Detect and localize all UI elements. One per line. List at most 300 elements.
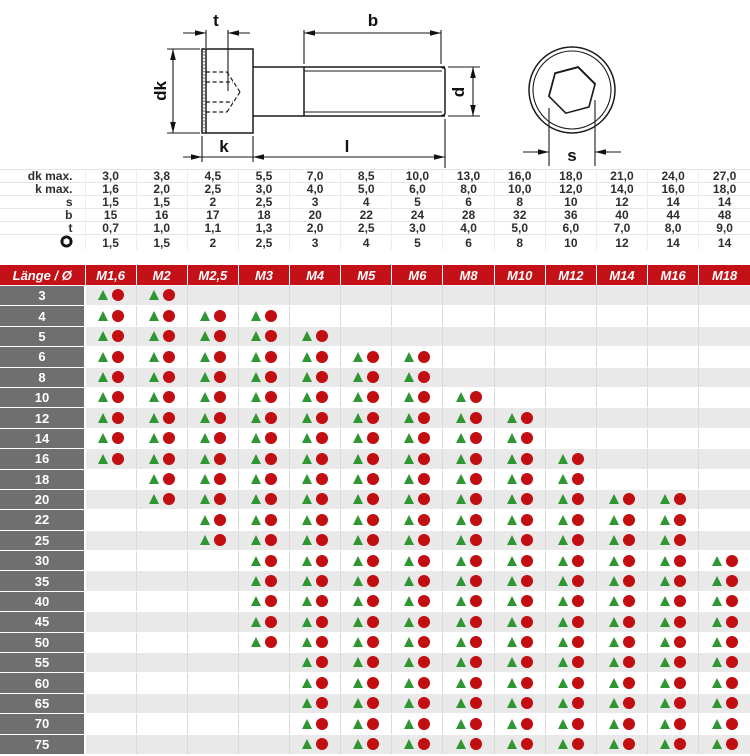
triangle-marker — [149, 372, 159, 382]
triangle-marker — [660, 535, 670, 545]
matrix-cell — [187, 449, 238, 469]
triangle-marker — [456, 698, 466, 708]
matrix-cell — [596, 571, 647, 591]
matrix-cell — [545, 612, 596, 632]
triangle-marker — [302, 352, 312, 362]
circle-marker — [572, 514, 584, 526]
dimension-value: 10 — [545, 235, 596, 251]
circle-marker — [726, 555, 738, 567]
matrix-cell — [341, 571, 392, 591]
circle-marker — [674, 555, 686, 567]
triangle-marker — [712, 739, 722, 749]
matrix-cell — [443, 734, 494, 754]
matrix-cell — [238, 530, 289, 550]
circle-marker — [214, 514, 226, 526]
matrix-cell — [238, 714, 289, 734]
circle-marker — [418, 432, 430, 444]
triangle-marker — [353, 454, 363, 464]
triangle-marker — [302, 657, 312, 667]
matrix-cell — [392, 489, 443, 509]
matrix-cell — [392, 428, 443, 448]
matrix-cell — [238, 571, 289, 591]
matrix-cell — [136, 306, 187, 326]
dimension-value: 6,0 — [545, 222, 596, 235]
dimension-value: 2,0 — [136, 183, 187, 196]
triangle-marker — [200, 372, 210, 382]
triangle-marker — [404, 352, 414, 362]
circle-marker — [316, 371, 328, 383]
matrix-cell — [85, 693, 136, 713]
matrix-cell — [648, 673, 699, 693]
triangle-marker — [251, 474, 261, 484]
triangle-marker — [251, 413, 261, 423]
circle-marker — [521, 473, 533, 485]
matrix-cell — [596, 449, 647, 469]
triangle-marker — [149, 311, 159, 321]
dimension-value: 6 — [443, 235, 494, 251]
triangle-marker — [558, 739, 568, 749]
triangle-marker — [609, 494, 619, 504]
dimension-value: 1,0 — [136, 222, 187, 235]
matrix-cell — [136, 673, 187, 693]
matrix-cell — [392, 449, 443, 469]
length-label: 35 — [0, 571, 85, 591]
triangle-marker — [302, 535, 312, 545]
circle-marker — [470, 636, 482, 648]
matrix-cell — [494, 673, 545, 693]
hex-socket-key-icon — [60, 235, 73, 248]
circle-marker — [572, 493, 584, 505]
triangle-marker — [660, 719, 670, 729]
matrix-cell — [494, 591, 545, 611]
matrix-cell — [545, 469, 596, 489]
triangle-marker — [404, 576, 414, 586]
triangle-marker — [404, 413, 414, 423]
triangle-marker — [149, 290, 159, 300]
circle-marker — [112, 453, 124, 465]
matrix-row-40 — [0, 591, 750, 611]
matrix-cell — [545, 734, 596, 754]
circle-marker — [470, 595, 482, 607]
triangle-marker — [660, 596, 670, 606]
circle-marker — [163, 371, 175, 383]
triangle-marker — [456, 392, 466, 402]
matrix-cell — [85, 367, 136, 387]
circle-marker — [316, 493, 328, 505]
triangle-marker — [302, 678, 312, 688]
matrix-cell — [596, 367, 647, 387]
circle-marker — [316, 351, 328, 363]
column-header-M8: M8 — [443, 265, 494, 286]
length-label: 4 — [0, 306, 85, 326]
dimension-value: 1,5 — [136, 235, 187, 251]
matrix-cell — [187, 367, 238, 387]
matrix-cell — [290, 734, 341, 754]
circle-marker — [674, 493, 686, 505]
dimension-value: 1,5 — [85, 196, 136, 209]
triangle-marker — [507, 535, 517, 545]
triangle-marker — [251, 454, 261, 464]
circle-marker — [470, 391, 482, 403]
matrix-cell — [699, 286, 750, 306]
circle-marker — [521, 616, 533, 628]
dimension-value: 2,5 — [187, 183, 238, 196]
matrix-row-70 — [0, 714, 750, 734]
triangle-marker — [609, 637, 619, 647]
matrix-cell — [341, 693, 392, 713]
matrix-row-10 — [0, 387, 750, 407]
matrix-cell — [187, 571, 238, 591]
triangle-marker — [558, 698, 568, 708]
triangle-marker — [558, 657, 568, 667]
dimension-value: 12,0 — [545, 183, 596, 196]
matrix-cell — [648, 551, 699, 571]
circle-marker — [418, 677, 430, 689]
matrix-cell — [596, 510, 647, 530]
circle-marker — [623, 697, 635, 709]
circle-marker — [572, 534, 584, 546]
matrix-cell — [187, 286, 238, 306]
matrix-cell — [85, 530, 136, 550]
matrix-row-3 — [0, 286, 750, 306]
matrix-row-30 — [0, 551, 750, 571]
dimension-value: 1,1 — [187, 222, 238, 235]
matrix-cell — [494, 489, 545, 509]
triangle-marker — [456, 454, 466, 464]
matrix-cell — [341, 673, 392, 693]
dimension-value: 22 — [341, 209, 392, 222]
length-label: 25 — [0, 530, 85, 550]
triangle-marker — [302, 474, 312, 484]
circle-marker — [521, 636, 533, 648]
matrix-cell — [443, 326, 494, 346]
matrix-cell — [238, 347, 289, 367]
length-label: 5 — [0, 326, 85, 346]
circle-marker — [674, 697, 686, 709]
dimension-value: 36 — [545, 209, 596, 222]
matrix-cell — [341, 734, 392, 754]
triangle-marker — [302, 556, 312, 566]
triangle-marker — [251, 535, 261, 545]
matrix-row-20 — [0, 489, 750, 509]
dimension-row — [0, 209, 750, 222]
circle-marker — [316, 616, 328, 628]
length-label: 12 — [0, 408, 85, 428]
circle-marker — [163, 351, 175, 363]
triangle-marker — [507, 657, 517, 667]
triangle-marker — [302, 617, 312, 627]
circle-marker — [572, 656, 584, 668]
triangle-marker — [609, 556, 619, 566]
circle-marker — [163, 432, 175, 444]
dimension-row — [0, 222, 750, 235]
dimension-value: 14 — [699, 196, 750, 209]
circle-marker — [623, 555, 635, 567]
triangle-marker — [507, 719, 517, 729]
triangle-marker — [507, 739, 517, 749]
dimension-value: 10,0 — [392, 170, 443, 183]
dimension-value: 3,0 — [238, 183, 289, 196]
dimension-row — [0, 183, 750, 196]
matrix-cell — [648, 530, 699, 550]
triangle-marker — [507, 494, 517, 504]
matrix-cell — [545, 693, 596, 713]
triangle-marker — [558, 515, 568, 525]
circle-marker — [265, 310, 277, 322]
matrix-cell — [699, 693, 750, 713]
matrix-cell — [392, 714, 443, 734]
circle-marker — [367, 677, 379, 689]
circle-marker — [521, 432, 533, 444]
circle-marker — [163, 453, 175, 465]
circle-marker — [726, 738, 738, 750]
circle-marker — [265, 493, 277, 505]
circle-marker — [470, 473, 482, 485]
matrix-cell — [341, 367, 392, 387]
matrix-cell — [699, 551, 750, 571]
matrix-cell — [596, 551, 647, 571]
triangle-marker — [660, 515, 670, 525]
circle-marker — [674, 616, 686, 628]
dimension-value: 20 — [290, 209, 341, 222]
triangle-marker — [712, 637, 722, 647]
circle-marker — [623, 575, 635, 587]
matrix-cell — [443, 612, 494, 632]
circle-marker — [470, 453, 482, 465]
matrix-cell — [187, 734, 238, 754]
matrix-cell — [290, 551, 341, 571]
matrix-cell — [443, 632, 494, 652]
label-dk: dk — [151, 81, 170, 101]
circle-marker — [470, 412, 482, 424]
matrix-cell — [341, 653, 392, 673]
circle-marker — [112, 371, 124, 383]
matrix-cell — [290, 571, 341, 591]
matrix-cell — [596, 653, 647, 673]
triangle-marker — [456, 556, 466, 566]
dimension-value: 4,0 — [443, 222, 494, 235]
circle-marker — [623, 514, 635, 526]
matrix-cell — [494, 530, 545, 550]
matrix-cell — [85, 469, 136, 489]
matrix-cell — [648, 612, 699, 632]
triangle-marker — [98, 290, 108, 300]
triangle-marker — [609, 515, 619, 525]
matrix-row-65 — [0, 693, 750, 713]
dimension-value: 2,0 — [290, 222, 341, 235]
triangle-marker — [302, 433, 312, 443]
circle-marker — [521, 677, 533, 689]
matrix-row-50 — [0, 632, 750, 652]
triangle-marker — [456, 494, 466, 504]
matrix-cell — [136, 367, 187, 387]
column-header-M3: M3 — [238, 265, 289, 286]
matrix-cell — [341, 551, 392, 571]
circle-marker — [316, 453, 328, 465]
matrix-row-55 — [0, 653, 750, 673]
label-k: k — [219, 137, 229, 156]
triangle-marker — [404, 657, 414, 667]
column-header-M6: M6 — [392, 265, 443, 286]
matrix-cell — [187, 469, 238, 489]
triangle-marker — [353, 596, 363, 606]
triangle-marker — [251, 556, 261, 566]
circle-marker — [367, 656, 379, 668]
column-header-M2: M2 — [136, 265, 187, 286]
triangle-marker — [456, 596, 466, 606]
matrix-cell — [545, 510, 596, 530]
dimension-value: 4,5 — [187, 170, 238, 183]
circle-marker — [674, 636, 686, 648]
length-label: 3 — [0, 286, 85, 306]
matrix-cell — [238, 653, 289, 673]
circle-marker — [367, 738, 379, 750]
length-label: 50 — [0, 632, 85, 652]
circle-marker — [418, 738, 430, 750]
matrix-cell — [494, 632, 545, 652]
matrix-cell — [494, 286, 545, 306]
circle-marker — [470, 432, 482, 444]
triangle-marker — [507, 515, 517, 525]
matrix-cell — [699, 510, 750, 530]
matrix-cell — [341, 387, 392, 407]
matrix-cell — [648, 714, 699, 734]
matrix-cell — [341, 408, 392, 428]
triangle-marker — [200, 474, 210, 484]
column-header-M4: M4 — [290, 265, 341, 286]
matrix-cell — [545, 306, 596, 326]
triangle-marker — [404, 454, 414, 464]
matrix-cell — [136, 469, 187, 489]
matrix-cell — [341, 530, 392, 550]
matrix-row-12 — [0, 408, 750, 428]
dimension-value: 13,0 — [443, 170, 494, 183]
triangle-marker — [200, 413, 210, 423]
matrix-cell — [545, 551, 596, 571]
triangle-marker — [200, 494, 210, 504]
triangle-marker — [558, 576, 568, 586]
triangle-marker — [712, 678, 722, 688]
circle-marker — [265, 555, 277, 567]
matrix-cell — [494, 428, 545, 448]
triangle-marker — [302, 719, 312, 729]
matrix-cell — [290, 347, 341, 367]
circle-marker — [418, 697, 430, 709]
matrix-corner-header: Länge / Ø — [0, 265, 85, 286]
circle-marker — [521, 697, 533, 709]
dimension-value: 16 — [136, 209, 187, 222]
triangle-marker — [149, 352, 159, 362]
triangle-marker — [609, 657, 619, 667]
triangle-marker — [712, 576, 722, 586]
dimension-value: 8 — [494, 235, 545, 251]
circle-marker — [265, 473, 277, 485]
dimension-value: 10,0 — [494, 183, 545, 196]
length-label: 75 — [0, 734, 85, 754]
matrix-cell — [187, 428, 238, 448]
circle-marker — [521, 738, 533, 750]
circle-marker — [367, 453, 379, 465]
matrix-cell — [290, 428, 341, 448]
dimension-value: 1,6 — [85, 183, 136, 196]
matrix-cell — [136, 714, 187, 734]
triangle-marker — [404, 392, 414, 402]
matrix-cell — [136, 612, 187, 632]
matrix-cell — [392, 510, 443, 530]
matrix-cell — [290, 510, 341, 530]
triangle-marker — [302, 739, 312, 749]
dimension-value: 2,5 — [238, 196, 289, 209]
circle-marker — [367, 595, 379, 607]
circle-marker — [214, 391, 226, 403]
circle-marker — [418, 555, 430, 567]
matrix-cell — [494, 551, 545, 571]
circle-marker — [163, 310, 175, 322]
triangle-marker — [353, 474, 363, 484]
triangle-marker — [353, 535, 363, 545]
circle-marker — [418, 473, 430, 485]
matrix-cell — [545, 428, 596, 448]
triangle-marker — [507, 698, 517, 708]
circle-marker — [316, 391, 328, 403]
triangle-marker — [200, 311, 210, 321]
triangle-marker — [353, 657, 363, 667]
matrix-cell — [699, 591, 750, 611]
circle-marker — [265, 616, 277, 628]
circle-marker — [316, 677, 328, 689]
matrix-cell — [85, 387, 136, 407]
circle-marker — [367, 514, 379, 526]
triangle-marker — [302, 372, 312, 382]
matrix-cell — [596, 673, 647, 693]
triangle-marker — [456, 474, 466, 484]
triangle-marker — [558, 678, 568, 688]
matrix-row-75 — [0, 734, 750, 754]
matrix-cell — [596, 612, 647, 632]
matrix-cell — [341, 428, 392, 448]
matrix-cell — [596, 306, 647, 326]
matrix-row-25 — [0, 530, 750, 550]
dimension-value: 4 — [341, 235, 392, 251]
dimension-value: 8,5 — [341, 170, 392, 183]
matrix-cell — [187, 551, 238, 571]
matrix-cell — [187, 673, 238, 693]
label-d: d — [449, 86, 468, 98]
matrix-cell — [494, 653, 545, 673]
column-header-M14: M14 — [596, 265, 647, 286]
circle-marker — [163, 412, 175, 424]
matrix-cell — [648, 653, 699, 673]
matrix-cell — [443, 469, 494, 489]
triangle-marker — [251, 352, 261, 362]
dimension-value: 1,5 — [136, 196, 187, 209]
triangle-marker — [200, 535, 210, 545]
matrix-cell — [494, 734, 545, 754]
circle-marker — [163, 473, 175, 485]
matrix-cell — [238, 632, 289, 652]
triangle-marker — [507, 474, 517, 484]
matrix-cell — [85, 591, 136, 611]
circle-marker — [470, 697, 482, 709]
matrix-cell — [290, 673, 341, 693]
matrix-cell — [443, 530, 494, 550]
dimension-value: 3,8 — [136, 170, 187, 183]
matrix-cell — [596, 286, 647, 306]
triangle-marker — [98, 454, 108, 464]
circle-marker — [418, 514, 430, 526]
matrix-cell — [443, 408, 494, 428]
matrix-cell — [596, 693, 647, 713]
